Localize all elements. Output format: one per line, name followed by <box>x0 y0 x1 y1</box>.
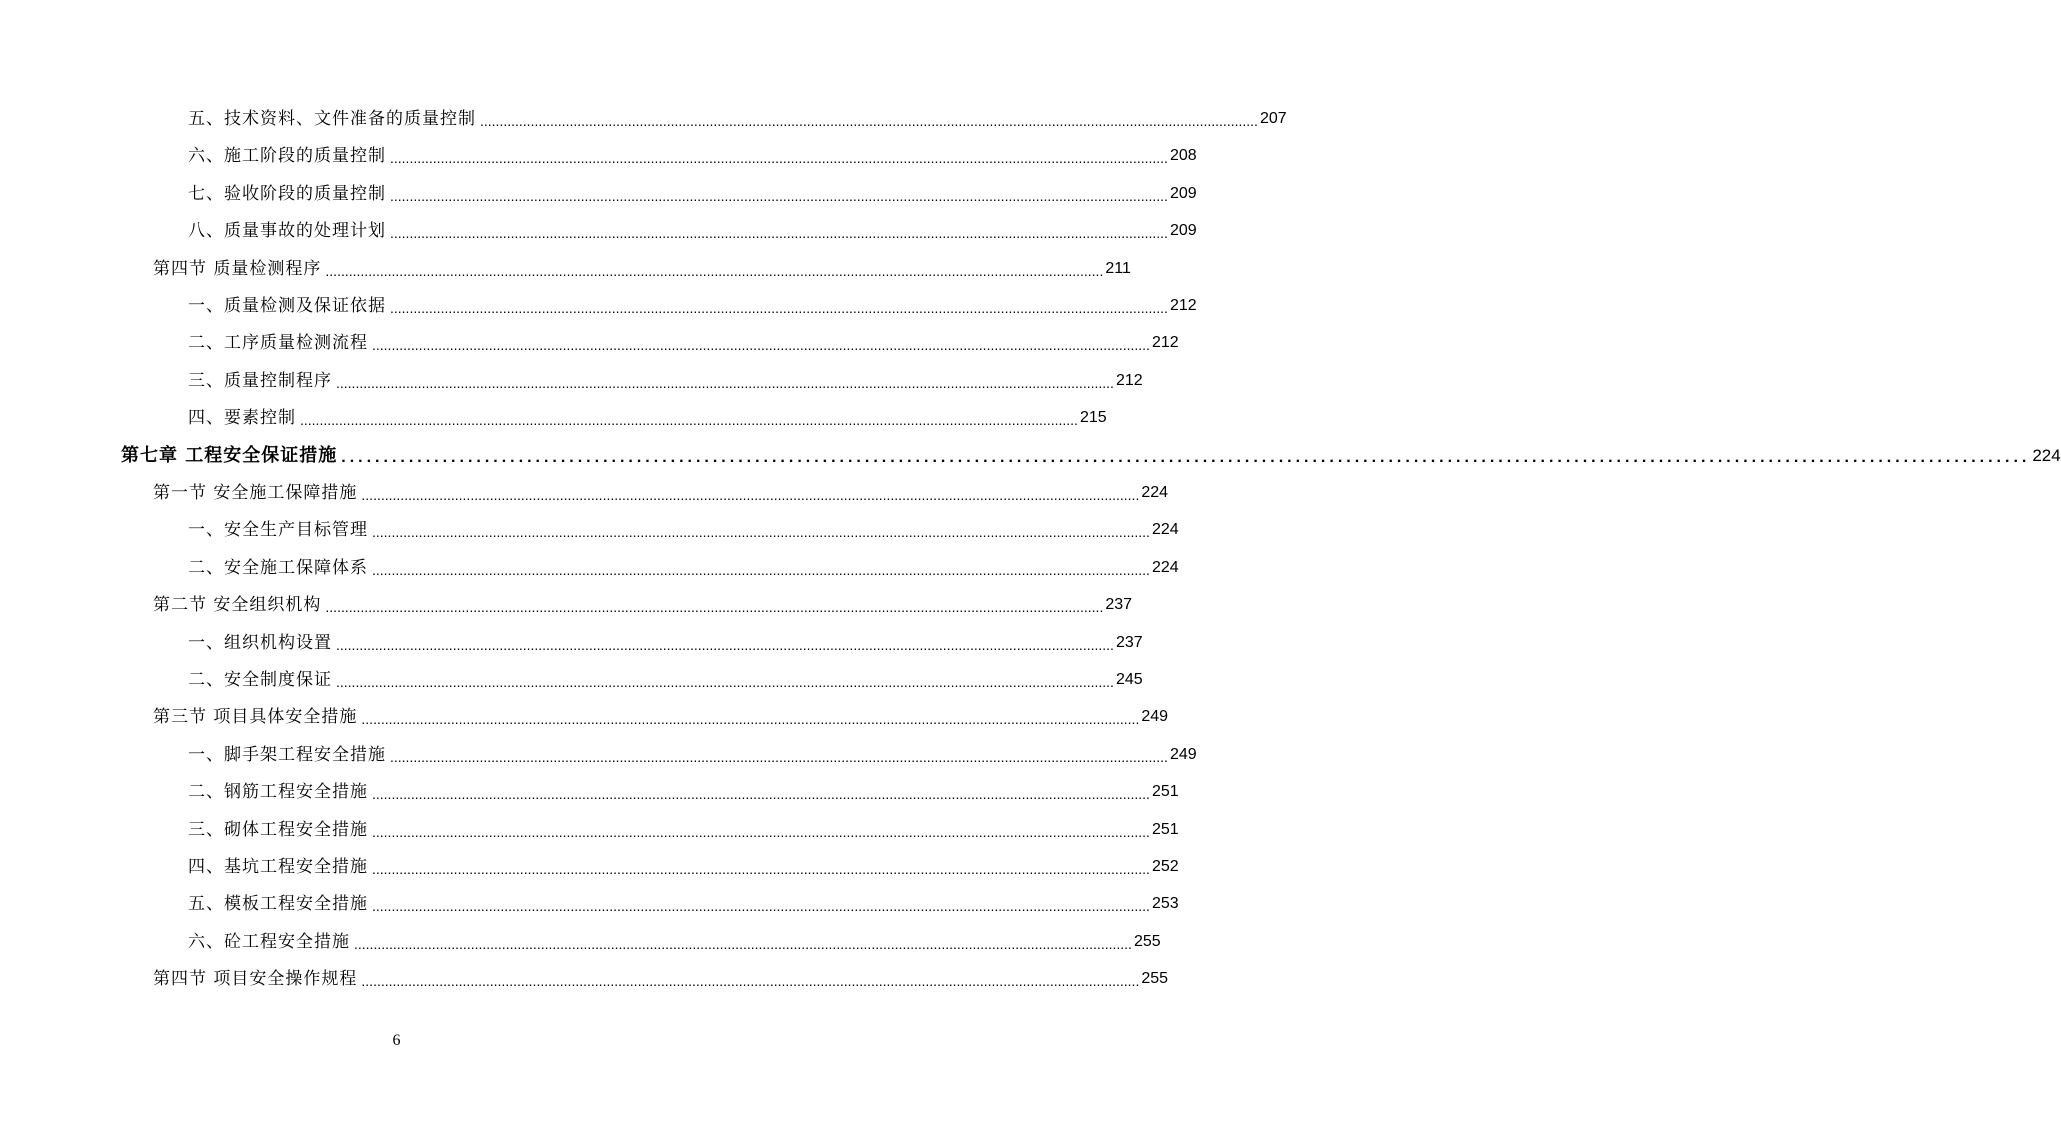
toc-dot-leader: ........................................................................................................................................................................................................ <box>372 561 1150 578</box>
toc-entry-label: 二、工序质量检测流程 <box>188 333 368 354</box>
toc-dot-leader: ........................................................................................................................................................................................................ <box>390 150 1168 167</box>
toc-entry-label: 第四节 项目安全操作规程 <box>153 969 358 990</box>
toc-entry-label: 四、基坑工程安全措施 <box>188 857 368 877</box>
toc-dot-leader: ........................................................................................................................................................................................................ <box>372 524 1150 541</box>
toc-entry[interactable] <box>188 553 1179 579</box>
toc-entry-label: 二、钢筋工程安全措施 <box>188 782 368 803</box>
toc-entry-label: 七、验收阶段的质量控制 <box>188 183 386 204</box>
toc-dot-leader: ........................................................................................................................................................................................................ <box>372 898 1150 915</box>
toc-dot-leader: ........................................................................................................................................................................................................ <box>354 935 1132 952</box>
toc-entry[interactable] <box>188 665 1143 691</box>
toc-entry-page: 212 <box>1151 334 1179 352</box>
toc-entry-page: 215 <box>1079 409 1107 427</box>
toc-dot-leader: ........................................................................................................................................................................................................ <box>361 487 1140 503</box>
toc-entry[interactable] <box>188 179 1197 205</box>
toc-entry-label: 三、砌体工程安全措施 <box>188 819 368 840</box>
toc-entry-page: 253 <box>1151 895 1179 913</box>
toc-entry-label: 一、安全生产目标管理 <box>188 520 368 541</box>
toc-dot-leader: ........................................................................................................................................................................................................ <box>390 300 1168 316</box>
toc-entry-page: 251 <box>1151 783 1179 801</box>
toc-dot-leader: ........................................................................................................................................................................................................ <box>341 448 2031 466</box>
toc-entry[interactable] <box>188 628 1143 654</box>
toc-entry-page: 255 <box>1141 970 1169 988</box>
toc-entry[interactable] <box>153 254 1131 280</box>
toc-entry-label: 第二节 安全组织机构 <box>153 595 322 616</box>
toc-entry-label: 一、脚手架工程安全措施 <box>188 744 386 765</box>
toc-entry-label: 六、施工阶段的质量控制 <box>188 146 386 167</box>
toc-dot-leader: ........................................................................................................................................................................................................ <box>300 412 1078 429</box>
toc-entry-page: 224 <box>1151 558 1179 576</box>
toc-entry-page: 252 <box>1151 858 1179 875</box>
toc-entry-page: 224 <box>1141 484 1169 501</box>
toc-entry-label: 一、组织机构设置 <box>188 632 332 653</box>
toc-entry-page: 212 <box>1169 297 1197 314</box>
toc-entry[interactable] <box>188 927 1161 953</box>
toc-entry-label: 六、砼工程安全措施 <box>188 931 350 952</box>
toc-entry-page: 224 <box>1151 521 1179 539</box>
toc-entry-page: 249 <box>1169 745 1197 763</box>
toc-entry-label: 二、安全制度保证 <box>188 670 332 690</box>
toc-entry-label: 第四节 质量检测程序 <box>153 258 322 279</box>
toc-dot-leader: ........................................................................................................................................................................................................ <box>390 225 1168 242</box>
toc-entry-label: 二、安全施工保障体系 <box>188 557 368 578</box>
toc-dot-leader: ........................................................................................................................................................................................................ <box>372 861 1150 877</box>
toc-entry-label: 四、要素控制 <box>188 408 296 429</box>
toc-dot-leader: ........................................................................................................................................................................................................ <box>336 374 1114 391</box>
toc-entry-page: 209 <box>1169 222 1197 240</box>
toc-entry-label: 五、技术资料、文件准备的质量控制 <box>188 109 476 129</box>
toc-entry[interactable] <box>188 291 1197 317</box>
toc-entry[interactable] <box>188 328 1179 354</box>
toc-entry-page: 211 <box>1105 259 1131 277</box>
toc-entry[interactable] <box>153 964 1169 990</box>
toc-entry[interactable] <box>188 141 1197 167</box>
toc-dot-leader: ........................................................................................................................................................................................................ <box>361 973 1140 990</box>
toc-entry[interactable] <box>188 515 1179 541</box>
toc-entry-page: 208 <box>1169 147 1197 165</box>
toc-dot-leader: ........................................................................................................................................................................................................ <box>325 599 1104 616</box>
toc-entry-page: 209 <box>1169 184 1197 202</box>
toc-entry[interactable] <box>153 702 1169 728</box>
toc-entry[interactable] <box>188 403 1107 429</box>
toc-entry-label: 五、模板工程安全措施 <box>188 894 368 915</box>
toc-entry-page: 237 <box>1105 596 1133 614</box>
toc-entry[interactable] <box>188 366 1143 392</box>
toc-entry[interactable] <box>188 104 1287 130</box>
toc-entry-page: 212 <box>1115 371 1143 389</box>
toc-entry-label: 第七章 工程安全保证措施 <box>121 444 338 466</box>
toc-entry-label: 一、质量检测及保证依据 <box>188 296 386 316</box>
toc-dot-leader: ........................................................................................................................................................................................................ <box>390 187 1168 204</box>
toc-entry-label: 八、质量事故的处理计划 <box>188 221 386 242</box>
toc-dot-leader: ........................................................................................................................................................................................................ <box>336 636 1114 653</box>
toc-entry-page: 251 <box>1151 820 1179 838</box>
toc-entry-page: 245 <box>1115 671 1143 688</box>
toc-dot-leader: ........................................................................................................................................................................................................ <box>372 337 1150 354</box>
toc-dot-leader: ........................................................................................................................................................................................................ <box>325 262 1104 279</box>
toc-entry[interactable] <box>153 478 1169 504</box>
toc-entry-page: 255 <box>1133 932 1161 950</box>
toc-dot-leader: ........................................................................................................................................................................................................ <box>372 786 1150 803</box>
toc-entry[interactable] <box>188 216 1197 242</box>
toc-dot-leader: ........................................................................................................................................................................................................ <box>336 674 1114 690</box>
toc-entry-page: 237 <box>1115 633 1143 651</box>
toc-entry-page: 224 <box>2032 445 2061 465</box>
toc-entry[interactable] <box>188 889 1179 915</box>
toc-entry[interactable] <box>188 777 1179 803</box>
toc-entry[interactable] <box>153 590 1133 616</box>
toc-dot-leader: ........................................................................................................................................................................................................ <box>372 823 1150 840</box>
toc-dot-leader: ........................................................................................................................................................................................................ <box>480 113 1258 129</box>
toc-entry-page: 249 <box>1141 708 1169 726</box>
toc-entry[interactable] <box>121 441 2061 467</box>
toc-entry[interactable] <box>188 740 1197 766</box>
toc-entry[interactable] <box>188 852 1179 878</box>
toc-entry[interactable] <box>188 815 1179 841</box>
toc-entry-label: 三、质量控制程序 <box>188 370 332 391</box>
page-number: 6 <box>392 1032 401 1049</box>
toc-dot-leader: ........................................................................................................................................................................................................ <box>390 748 1168 765</box>
toc-entry-label: 第三节 项目具体安全措施 <box>153 707 358 728</box>
toc-dot-leader: ........................................................................................................................................................................................................ <box>361 711 1140 728</box>
toc-entry-page: 207 <box>1259 110 1287 127</box>
toc-entry-label: 第一节 安全施工保障措施 <box>153 483 358 503</box>
